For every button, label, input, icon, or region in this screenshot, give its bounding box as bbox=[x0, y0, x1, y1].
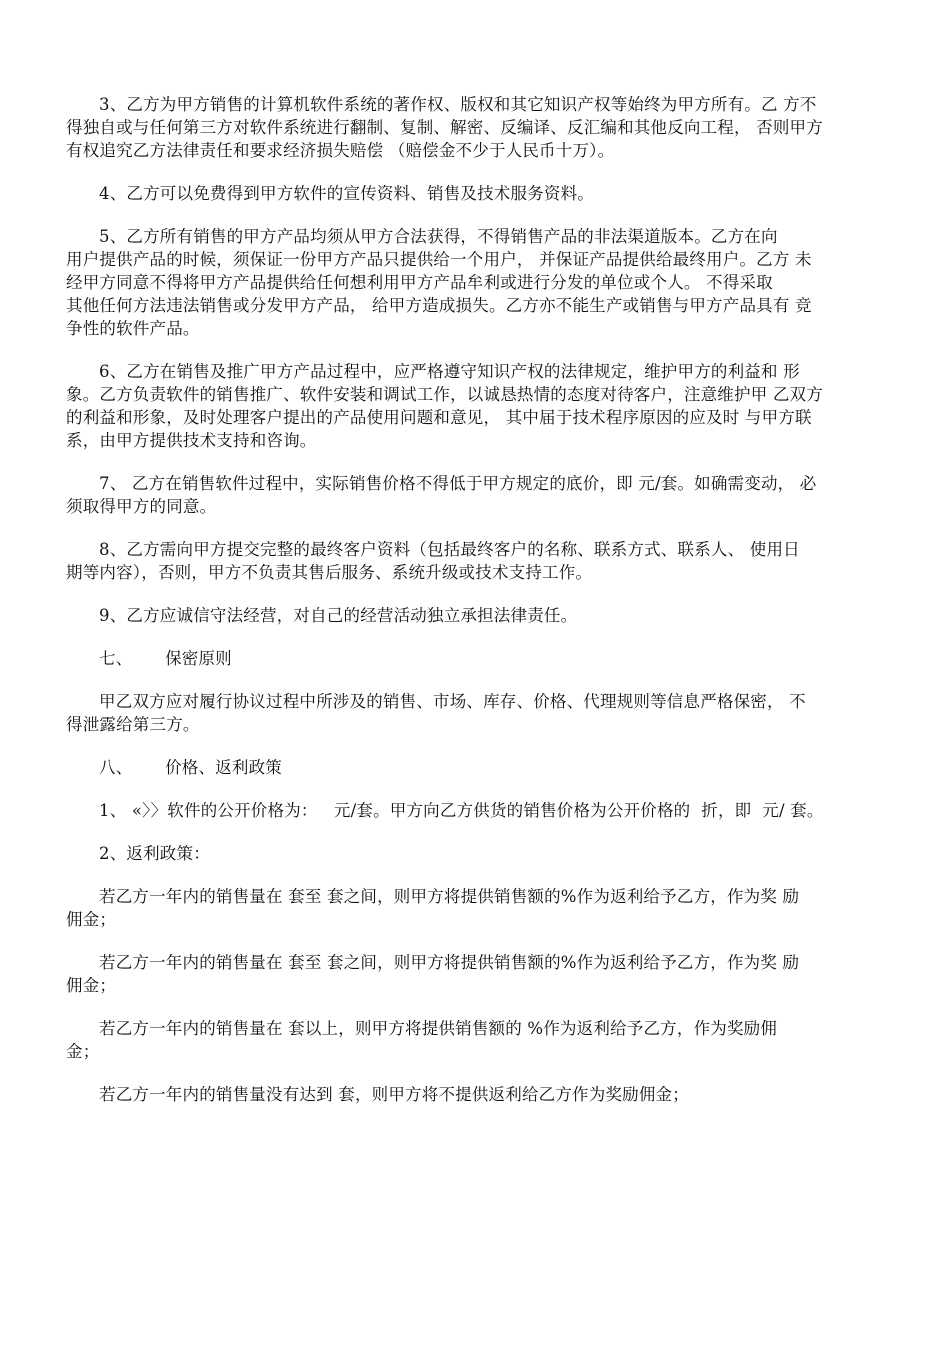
rebate-tier-3 bbox=[66, 1017, 884, 1063]
text-line: 佣金； bbox=[66, 976, 117, 995]
clause-5-legal-sourcing bbox=[66, 225, 884, 340]
clause-8-customer-data bbox=[66, 538, 884, 584]
clause-3-copyright bbox=[66, 93, 884, 162]
clause-4-materials bbox=[66, 182, 884, 205]
section-7-heading bbox=[66, 647, 884, 670]
rebate-none bbox=[66, 1083, 884, 1106]
text-line: 甲乙双方应对履行协议过程中所涉及的销售、市场、库存、价格、代理规则等信息严格保密， 不 bbox=[99, 692, 806, 711]
text-line: 得泄露给第三方。 bbox=[66, 715, 200, 734]
text-line: 2、返利政策： bbox=[99, 844, 210, 863]
rebate-tier-1 bbox=[66, 885, 884, 931]
clause-7-pricing bbox=[66, 472, 884, 518]
clause-6-promotion bbox=[66, 360, 884, 452]
rebate-policy-heading bbox=[66, 842, 884, 865]
text-line: 4、乙方可以免费得到甲方软件的宣传资料、销售及技术服务资料。 bbox=[99, 184, 594, 203]
rebate-tier-2 bbox=[66, 951, 884, 997]
text-line: 1、 «〉〉软件的公开价格为： 元/套。甲方向乙方供货的销售价格为公开价格的 折，即 元/ 套。 bbox=[99, 801, 824, 820]
text-line: 若乙方一年内的销售量在 套至 套之间，则甲方将提供销售额的%作为返利给予乙方，作为奖 励 bbox=[99, 953, 800, 972]
text-line: 若乙方一年内的销售量在 套至 套之间，则甲方将提供销售额的%作为返利给予乙方，作为奖 励 bbox=[99, 887, 800, 906]
clause-9-integrity bbox=[66, 604, 884, 627]
section-title: 八、 价格、返利政策 bbox=[99, 758, 282, 777]
price-clause-1 bbox=[66, 799, 884, 822]
text-line: 经甲方同意不得将甲方产品提供给任何想利用甲方产品牟利或进行分发的单位或个人。 不得采取 bbox=[66, 273, 773, 292]
text-line: 争性的软件产品。 bbox=[66, 319, 200, 338]
text-line: 期等内容），否则，甲方不负责其售后服务、系统升级或技术支持工作。 bbox=[66, 563, 593, 582]
confidentiality-clause bbox=[66, 690, 884, 736]
text-line: 若乙方一年内的销售量没有达到 套，则甲方将不提供返利给乙方作为奖励佣金； bbox=[99, 1085, 689, 1104]
text-line: 有权追究乙方法律责任和要求经济损失赔偿 （赔偿金不少于人民币十万）。 bbox=[66, 141, 615, 160]
document-page bbox=[66, 93, 884, 1126]
text-line: 6、乙方在销售及推广甲方产品过程中，应严格遵守知识产权的法律规定，维护甲方的利益和 形 bbox=[99, 362, 800, 381]
text-line: 若乙方一年内的销售量在 套以上，则甲方将提供销售额的 %作为返利给予乙方，作为奖励佣 bbox=[99, 1019, 778, 1038]
text-line: 象。乙方负责软件的销售推广、软件安装和调试工作，以诚恳热情的态度对待客户，注意维护甲 乙双方 bbox=[66, 385, 823, 404]
section-8-heading bbox=[66, 756, 884, 779]
text-line: 的利益和形象，及时处理客户提出的产品使用问题和意见， 其中届于技术程序原因的应及时 与甲方联 bbox=[66, 408, 812, 427]
text-line: 佣金； bbox=[66, 910, 117, 929]
text-line: 3、乙方为甲方销售的计算机软件系统的著作权、版权和其它知识产权等始终为甲方所有。乙 方不 bbox=[99, 95, 817, 114]
text-line: 得独自或与任何第三方对软件系统进行翻制、复制、解密、反编译、反汇编和其他反向工程， 否则甲方 bbox=[66, 118, 823, 137]
text-line: 须取得甲方的同意。 bbox=[66, 497, 217, 516]
text-line: 系，由甲方提供技术支持和咨询。 bbox=[66, 431, 317, 450]
text-line: 9、乙方应诚信守法经营，对自己的经营活动独立承担法律责任。 bbox=[99, 606, 578, 625]
text-line: 5、乙方所有销售的甲方产品均须从甲方合法获得，不得销售产品的非法渠道版本。乙方在向 bbox=[99, 227, 778, 246]
text-line: 其他任何方法违法销售或分发甲方产品， 给甲方造成损失。乙方亦不能生产或销售与甲方产品具有 竞 bbox=[66, 296, 812, 315]
section-title: 七、 保密原则 bbox=[99, 649, 232, 668]
text-line: 7、 乙方在销售软件过程中，实际销售价格不得低于甲方规定的底价，即 元/套。如确需变动， 必 bbox=[99, 474, 817, 493]
text-line: 用户提供产品的时候，须保证一份甲方产品只提供给一个用户， 并保证产品提供给最终用户。乙方 未 bbox=[66, 250, 812, 269]
text-line: 金； bbox=[66, 1042, 100, 1061]
text-line: 8、乙方需向甲方提交完整的最终客户资料（包括最终客户的名称、联系方式、联系人、 使用日 bbox=[99, 540, 800, 559]
